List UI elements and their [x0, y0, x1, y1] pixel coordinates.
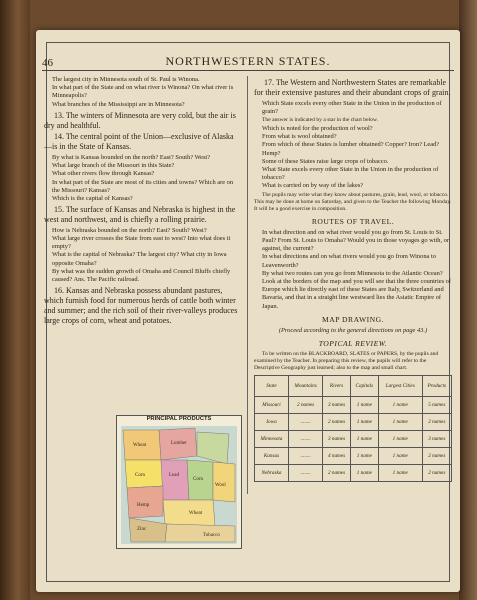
question: In what part of the State are most of its cities and towns? Which are on the Missouri? Kansas? — [52, 178, 234, 194]
question: Some of these States raise large crops of tobacco. — [262, 157, 389, 165]
map-label: Corn — [193, 477, 203, 482]
table-row — [255, 397, 452, 414]
question: What is carried on by way of the lakes? — [262, 182, 364, 190]
question: From what is wool obtained? — [262, 133, 337, 141]
header-rule — [42, 70, 454, 71]
table-cell: ........ — [288, 448, 322, 465]
table-cell: 3 names — [323, 431, 350, 448]
map-label: Tobacco — [203, 533, 220, 538]
question: What large branch of the Missouri in this State? — [52, 162, 175, 170]
table-cell: 1 name — [350, 397, 378, 414]
table-cell: 1 name — [350, 414, 378, 431]
table-cell: ........ — [288, 431, 322, 448]
fact-16: 16. Kansas and Nebraska possess abundant pastures, which furnish food for numerous herds of cattle both winter and summer; and the rich soil of their river-valleys produces large crops of corn, wheat and potatoes. — [44, 286, 238, 325]
table-cell: 1 name — [350, 465, 378, 482]
table-row — [255, 465, 452, 482]
map-title: PRINCIPAL PRODUCTS — [146, 416, 212, 422]
map-label: Zinc — [137, 527, 147, 532]
table-cell: 4 names — [323, 448, 350, 465]
fact-15: 15. The surface of Kansas and Nebraska is highest in the west and northwest, and is chiefly a rolling prairie. — [44, 205, 236, 225]
review-heading: TOPICAL REVIEW. — [318, 339, 388, 349]
map-label: Corn — [135, 473, 145, 478]
table-row — [255, 414, 452, 431]
table-cell: Iowa — [255, 414, 289, 431]
table-cell: 2 names — [323, 465, 350, 482]
table-cell: 2 names — [422, 414, 451, 431]
question: What is the capital of Nebraska? The largest city? What city in Iowa opposite Omaha? — [52, 251, 227, 267]
table-cell: 2 names — [288, 397, 322, 414]
table-cell: Minnesota — [255, 431, 289, 448]
products-map-drawing — [117, 416, 241, 548]
left-column — [44, 76, 240, 327]
fact-17: 17. The Western and Northwestern States are remarkable for their extensive pastures and their abundant crops of grain. — [254, 78, 451, 97]
table-header: Largest Cities — [378, 376, 422, 397]
right-column — [254, 76, 452, 482]
table-cell: 2 names — [422, 448, 451, 465]
fact-13: 13. The winters of Minnesota are very cold, but the air is dry and healthful. — [44, 110, 236, 130]
principal-products-map — [116, 415, 242, 549]
table-cell: ........ — [288, 414, 322, 431]
question: Which is the capital of Kansas? — [52, 195, 133, 203]
intro-text: The largest city in Minnesota south of St. Paul is Winona. — [52, 76, 200, 83]
question: From which of these States is lumber obtained? Copper? Iron? Lead? Hemp? — [262, 141, 440, 157]
map-label: Wool — [215, 483, 226, 488]
table-header: State — [255, 376, 289, 397]
fact-14: 14. The central point of the Union—exclusive of Alaska—is in the State of Kansas. — [44, 132, 234, 152]
question: Which is noted for the production of wool? — [262, 125, 373, 132]
hint-text: The answer is indicated by a star in the chart below. — [262, 117, 378, 123]
table-header: Capitals — [350, 376, 378, 397]
question: What other rivers flow through Kansas? — [52, 170, 155, 178]
map-drawing-heading: MAP DRAWING. — [321, 314, 385, 324]
table-header: Rivers — [323, 376, 350, 397]
page-header: NORTHWESTERN STATES. — [165, 54, 331, 68]
question: By what is Kansas bounded on the north? East? South? West? — [52, 154, 211, 161]
map-label: Wheat — [133, 443, 147, 448]
book-binding — [0, 0, 30, 600]
map-label: Wheat — [189, 511, 203, 516]
next-page-edge — [459, 0, 477, 600]
review-table — [254, 375, 452, 482]
question: What State excels every other State in the Union in the production of tobacco? — [262, 166, 439, 182]
table-cell: Kansas — [255, 448, 289, 465]
column-divider — [247, 76, 248, 494]
tennessee-region — [165, 524, 235, 542]
table-cell: 1 name — [378, 414, 422, 431]
table-header: Mountains — [288, 376, 322, 397]
question: Which State excels every other State in the Union in the production of grain? — [262, 99, 442, 115]
table-cell: 1 name — [378, 465, 422, 482]
table-cell: 2 names — [323, 414, 350, 431]
table-header-row — [255, 376, 452, 397]
table-cell: 1 name — [378, 397, 422, 414]
table-cell: 3 names — [323, 397, 350, 414]
page-number: 46 — [42, 57, 53, 69]
map-drawing-note: (Proceed according to the general directions on page 43.) — [278, 327, 428, 335]
table-cell: 2 names — [422, 465, 451, 482]
question: By what was the sudden growth of Omaha and Council Bluffs chiefly caused? Ans. The Pacific railroad. — [52, 267, 231, 284]
map-label: Lumber — [171, 441, 187, 446]
routes-question: In what direction and on what river would you go from St. Louis to St. Paul? From St. Louis to Omaha? Would you in those voyages go with, or against, the current? — [262, 228, 449, 253]
map-label: Lead — [169, 473, 179, 478]
table-cell: Missouri — [255, 397, 289, 414]
review-note: To be written on the BLACKBOARD, SLATES or PAPERS, by the pupils and examined by the Teacher. In preparing this review, the pupils will refer to the Descriptive Geography just learned; also to the map and small chart. — [254, 351, 439, 372]
question: What large river crosses the State from east to west? Into what does it empty? — [52, 235, 231, 251]
book-page — [36, 30, 460, 592]
table-cell: 3 names — [422, 431, 451, 448]
table-row — [255, 448, 452, 465]
question: How is Nebraska bounded on the north? East? South? West? — [52, 226, 207, 234]
table-cell: 1 name — [350, 431, 378, 448]
table-cell: 1 name — [350, 448, 378, 465]
table-row — [255, 431, 452, 448]
table-cell: 1 name — [378, 448, 422, 465]
table-cell: 1 name — [378, 431, 422, 448]
table-cell: Nebraska — [255, 465, 289, 482]
table-cell: ........ — [288, 465, 322, 482]
composition-note: The pupils may write what they know about pastures, grain, lead, wool, or tobacco. This may be done at home on Saturday, and given to the Teacher the following Monday. It will be a good exercise in composition. — [254, 191, 452, 212]
routes-heading: ROUTES OF TRAVEL. — [311, 216, 395, 226]
routes-question: By what two routes can you go from Minnesota to the Atlantic Ocean? — [262, 269, 443, 277]
illinois-region — [161, 460, 189, 500]
table-header: Products — [422, 376, 451, 397]
missouri-region — [127, 486, 163, 518]
question: What branches of the Mississippi are in Minnesota? — [52, 100, 185, 108]
question: In what part of the State and on what river is Winona? On what river is Minneapolis? — [52, 84, 234, 100]
ohio-region — [213, 462, 235, 502]
routes-question: Look at the borders of the map and you will see that the three countries of Europe which lie directly east of these States are Italy, Switzerland and Bavaria, and that in a straight line westward lies the Asiatic Empire of Japan. — [262, 278, 451, 310]
table-cell: 5 names — [422, 397, 451, 414]
routes-question: In what directions and on what rivers would you go from Winona to Leavenworth? — [262, 253, 436, 269]
map-label: Hemp — [137, 503, 150, 508]
